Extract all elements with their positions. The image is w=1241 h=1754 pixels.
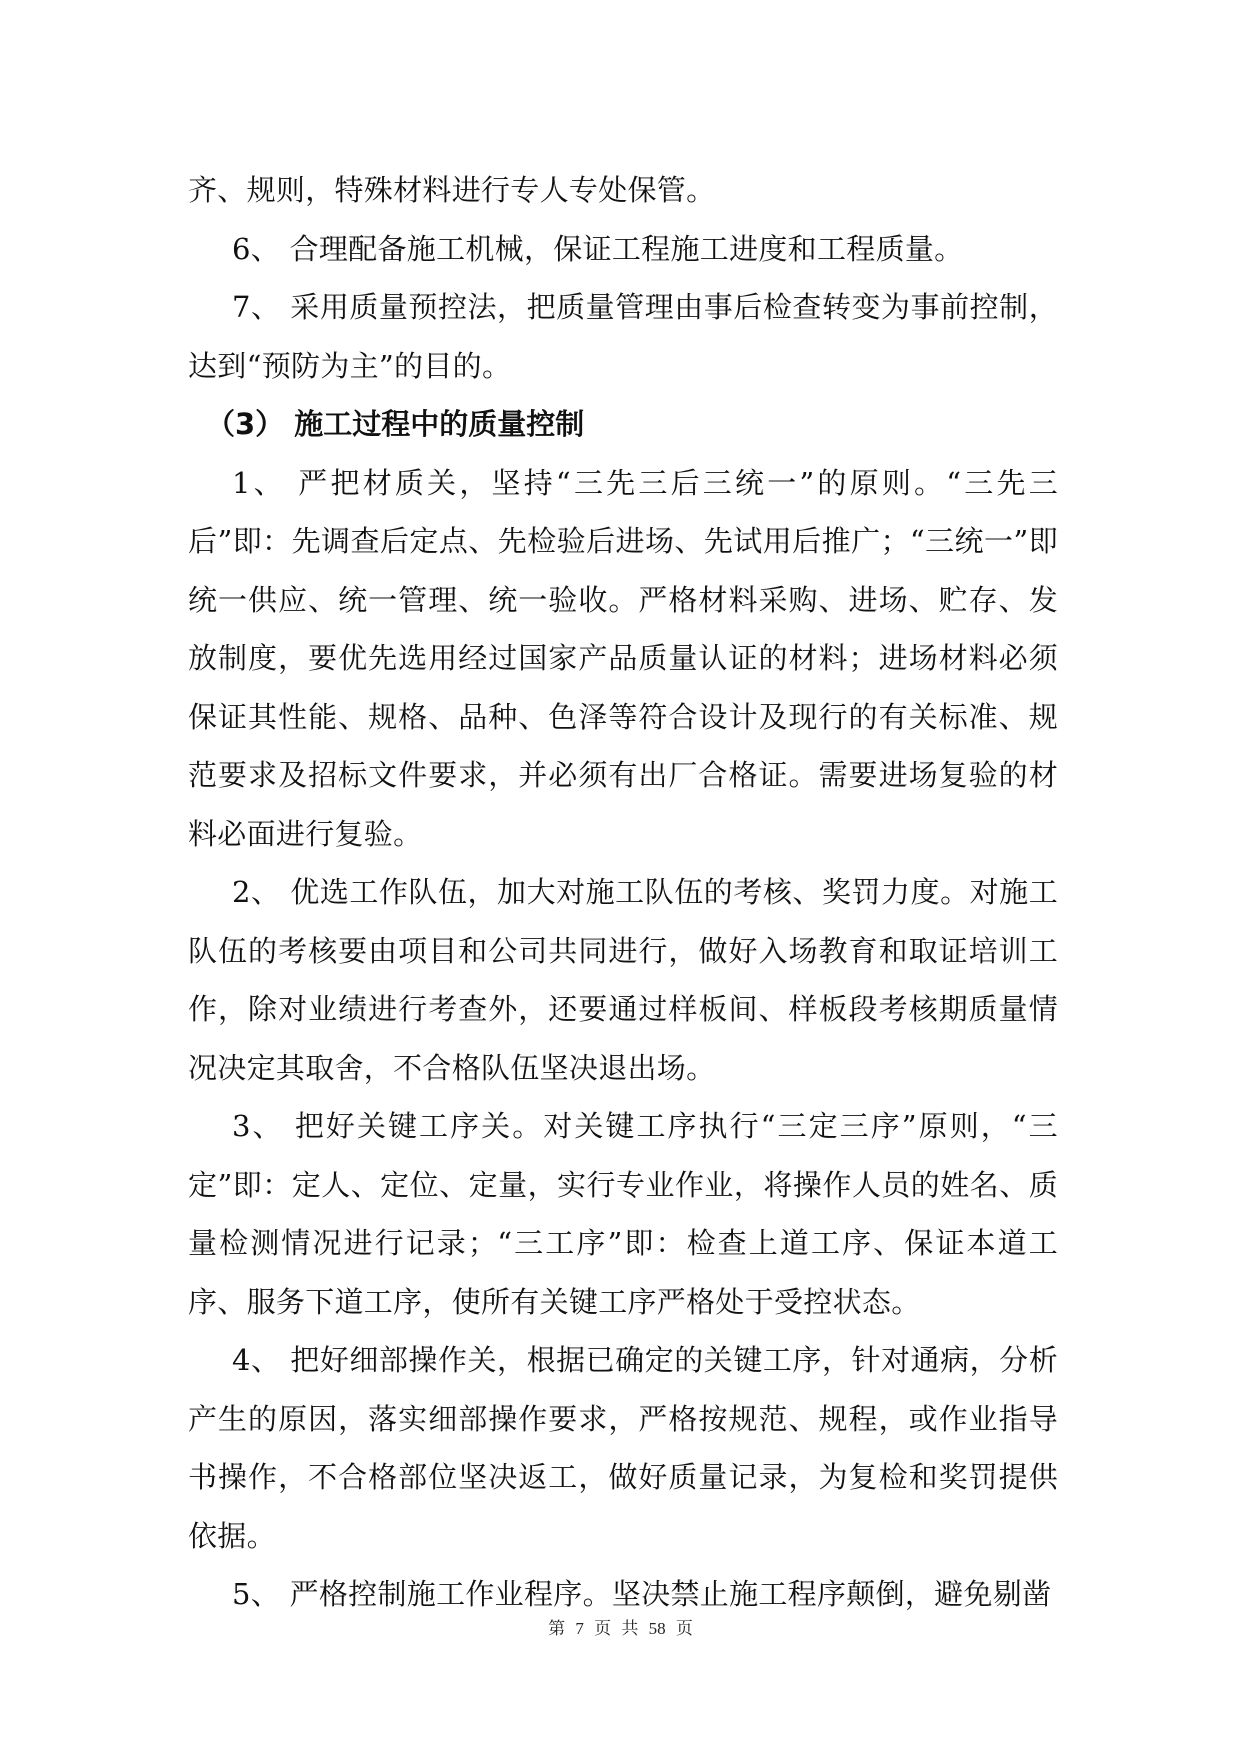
paragraph-item-5: 5、 严格控制施工作业程序。坚决禁止施工程序颠倒，避免剔凿 [232, 1577, 1052, 1611]
paragraph: 齐、规则，特殊材料进行专人专处保管。 [188, 173, 716, 207]
paragraph-item-1: 1、 严把材质关，坚持“三先三后三统一”的原则。“三先三后”即：先调查后定点、先检验后进场、先试用后推广；“三统一”即统一供应、统一管理、统一验收。严格材料采购、进场、贮存、发放制度，要优先选用经过国家产品质量认证的材料；进场材料必须保证其性能、规格、品种、色泽等符合设计及现行的有关标准、规范要求及招标文件要求，并必须有出厂合格证。需要进场复验的材料必面进行复验。 [188, 465, 1058, 851]
paragraph-item-4: 4、 把好细部操作关，根据已确定的关键工序，针对通病，分析产生的原因，落实细部操作要求，严格按规范、规程，或作业指导书操作，不合格部位坚决返工，做好质量记录，为复检和奖罚提供依据。 [188, 1343, 1058, 1553]
section-heading: （3） 施工过程中的质量控制 [206, 407, 585, 441]
paragraph-item-6: 6、 合理配备施工机械，保证工程施工进度和工程质量。 [232, 231, 964, 266]
paragraph-item-3: 3、 把好关键工序关。对关键工序执行“三定三序”原则，“三定”即：定人、定位、定量，实行专业作业，将操作人员的姓名、质量检测情况进行记录；“三工序”即：检查上道工序、保证本道工序、服务下道工序，使所有关键工序严格处于受控状态。 [188, 1109, 1058, 1319]
paragraph-item-7: 7、 采用质量预控法，把质量管理由事后检查转变为事前控制，达到“预防为主”的目的。 [188, 290, 1058, 383]
paragraph-item-2: 2、 优选工作队伍，加大对施工队伍的考核、奖罚力度。对施工队伍的考核要由项目和公司共同进行，做好入场教育和取证培训工作，除对业绩进行考查外，还要通过样板间、样板段考核期质量情况决定其取舍，不合格队伍坚决退出场。 [188, 875, 1058, 1085]
page-footer: 第 7 页 共 58 页 [548, 1619, 693, 1638]
document-body [188, 161, 1058, 1624]
